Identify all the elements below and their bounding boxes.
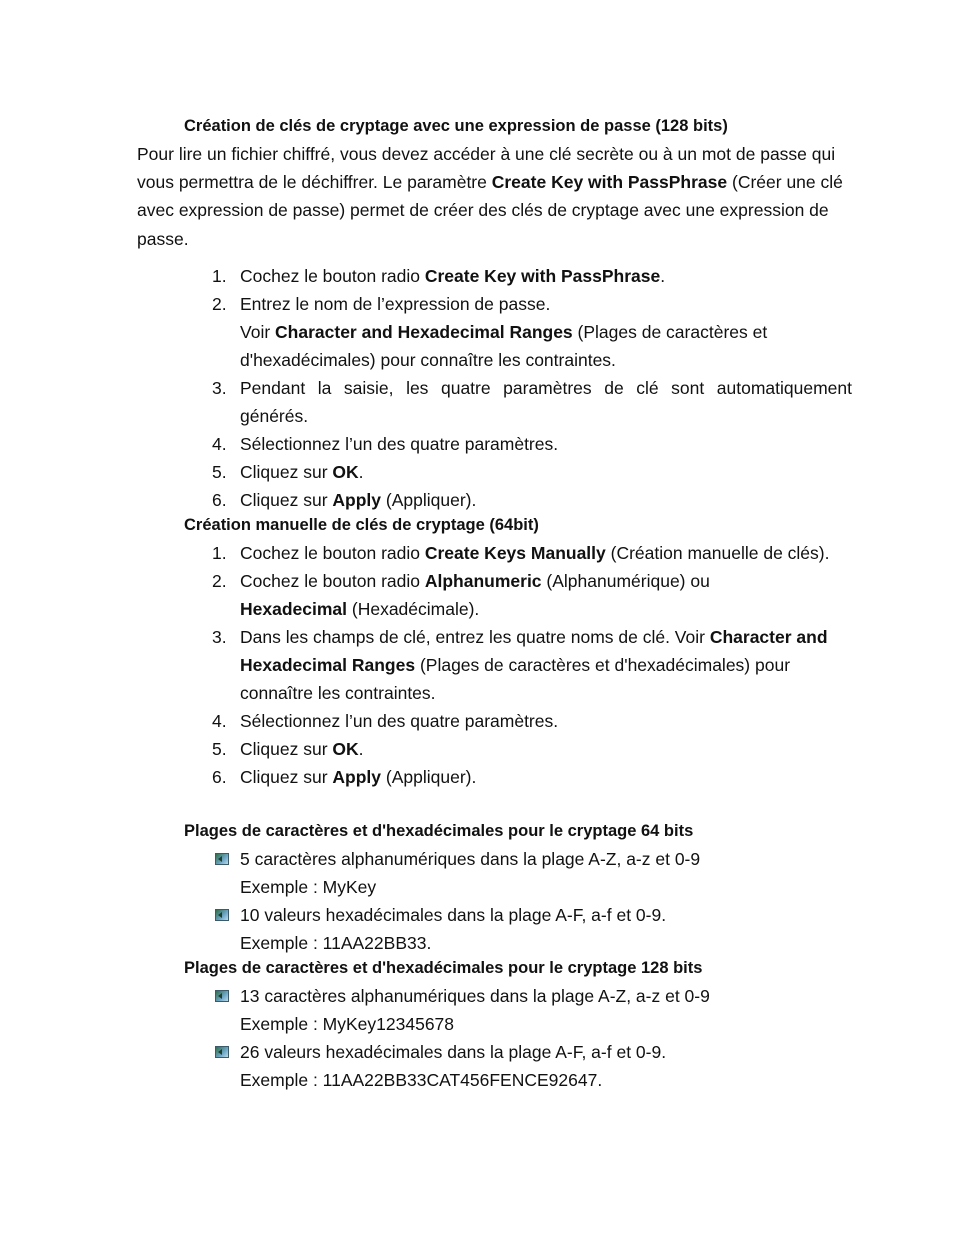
list-item (0, 707, 860, 735)
range-example: Exemple : MyKey12345678 (240, 1014, 455, 1034)
step-text: Cliquez sur (240, 767, 333, 787)
step-text: (Appliquer). (381, 767, 477, 787)
step-bold-term: Apply (332, 767, 382, 787)
bullet-icon (215, 1046, 229, 1058)
list-item (0, 982, 860, 1038)
step-text: Cochez le bouton radio (240, 571, 425, 591)
list-item (0, 623, 860, 707)
step-text: Sélectionnez l’un des quatre paramètres. (240, 711, 559, 731)
bullet-icon (215, 909, 229, 921)
intro-paragraph (137, 140, 857, 253)
step-text: Pendant la saisie, les quatre paramètres de clé sont automatiquement générés. (240, 378, 852, 426)
section-heading-passphrase: Création de clés de cryptage avec une expression de passe (128 bits) (184, 117, 728, 135)
step-text: (Alphanumérique) ou (541, 571, 710, 591)
list-item (0, 374, 860, 430)
step-bold-term: Create Key with PassPhrase (424, 266, 661, 286)
step-number: 2. (212, 294, 227, 314)
list-item (0, 458, 860, 486)
step-bold-term: OK (332, 739, 359, 759)
step-number: 3. (212, 627, 227, 647)
passphrase-steps-list (0, 262, 860, 514)
step-text: Cliquez sur (240, 739, 333, 759)
step-note-bold-term: Character and Hexadecimal Ranges (275, 322, 573, 342)
list-item (0, 430, 860, 458)
step-number: 2. (212, 571, 227, 591)
step-text: Entrez le nom de l’expression de passe. (240, 294, 551, 314)
step-number: 1. (212, 543, 227, 563)
step-bold-term: Character and Hexadecimal Ranges (240, 627, 828, 675)
step-note-text: Voir (240, 322, 276, 342)
section-heading-manual-keys: Création manuelle de clés de cryptage (64bit) (184, 516, 539, 534)
step-text: . (660, 266, 666, 286)
step-bold-term: Apply (332, 490, 382, 510)
step-text: (Création manuelle de clés). (605, 543, 830, 563)
list-item (0, 486, 860, 514)
step-number: 6. (212, 767, 227, 787)
step-text: . (358, 739, 364, 759)
step-number: 6. (212, 490, 227, 510)
step-number: 4. (212, 711, 227, 731)
section-heading-64bit-ranges: Plages de caractères et d'hexadécimales pour le cryptage 64 bits (184, 822, 694, 840)
step-bold-term: Hexadecimal (240, 599, 348, 619)
ranges-64bit-list (0, 845, 860, 957)
step-text: (Plages de caractères et d'hexadécimales) pour connaître les contraintes. (240, 655, 791, 703)
list-item (0, 290, 860, 374)
list-item (0, 735, 860, 763)
list-item (0, 1038, 860, 1094)
step-bold-term: Alphanumeric (424, 571, 542, 591)
range-description: 10 valeurs hexadécimales dans la plage A-F, a-f et 0-9. (240, 905, 667, 925)
step-number: 5. (212, 462, 227, 482)
step-text: Dans les champs de clé, entrez les quatre noms de clé. Voir (240, 627, 710, 647)
list-item (0, 539, 860, 567)
step-text: Sélectionnez l’un des quatre paramètres. (240, 434, 559, 454)
step-number: 1. (212, 266, 227, 286)
list-item (0, 763, 860, 791)
step-bold-term: OK (332, 462, 359, 482)
section-heading-128bit-ranges: Plages de caractères et d'hexadécimales pour le cryptage 128 bits (184, 959, 703, 977)
step-text: (Appliquer). (381, 490, 477, 510)
manual-keys-steps-list (0, 539, 860, 791)
intro-bold-term: Create Key with PassPhrase (491, 172, 728, 193)
intro-text-1: Pour lire un fichier chiffré, vous devez accéder à une clé secrète ou à un mot de passe qui vous permettra de le déchiffrer. Le paramètre (137, 144, 836, 193)
range-description: 5 caractères alphanumériques dans la plage A-Z, a-z et 0-9 (240, 849, 701, 869)
intro-text-2: (Créer une clé avec expression de passe) permet de créer des clés de cryptage avec une expression de passe. (137, 172, 843, 249)
ranges-128bit-list (0, 982, 860, 1094)
list-item (0, 845, 860, 901)
range-example: Exemple : 11AA22BB33CAT456FENCE92647. (240, 1070, 603, 1090)
bullet-icon (215, 990, 229, 1002)
step-text: Cliquez sur (240, 490, 333, 510)
step-number: 3. (212, 378, 227, 398)
step-number: 5. (212, 739, 227, 759)
step-text: Cochez le bouton radio (240, 543, 425, 563)
step-note-text: (Plages de caractères et d'hexadécimales) pour connaître les contraintes. (240, 322, 768, 370)
range-description: 13 caractères alphanumériques dans la plage A-Z, a-z et 0-9 (240, 986, 710, 1006)
range-example: Exemple : MyKey (240, 877, 377, 897)
step-text: (Hexadécimale). (347, 599, 480, 619)
step-text: Cliquez sur (240, 462, 333, 482)
step-text: Cochez le bouton radio (240, 266, 425, 286)
step-number: 4. (212, 434, 227, 454)
list-item (0, 262, 860, 290)
range-example: Exemple : 11AA22BB33. (240, 933, 432, 953)
range-description: 26 valeurs hexadécimales dans la plage A-F, a-f et 0-9. (240, 1042, 667, 1062)
list-item (0, 901, 860, 957)
step-bold-term: Create Keys Manually (424, 543, 606, 563)
bullet-icon (215, 853, 229, 865)
list-item (0, 567, 860, 623)
step-text: . (358, 462, 364, 482)
